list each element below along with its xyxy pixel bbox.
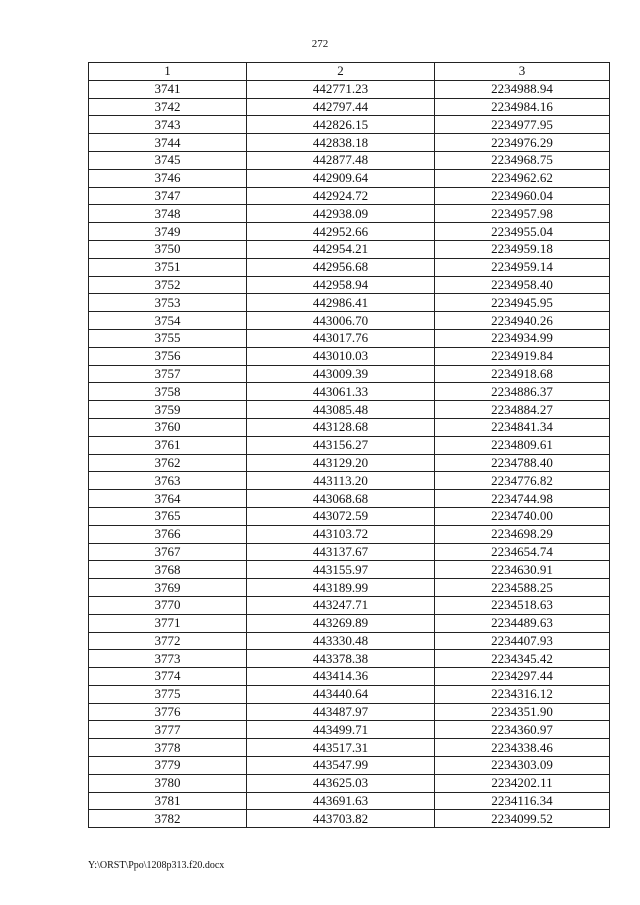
y-coordinate-cell: 2234744.98	[435, 490, 610, 508]
y-coordinate-cell: 2234958.40	[435, 276, 610, 294]
point-number-cell: 3753	[89, 294, 247, 312]
point-number-cell: 3759	[89, 401, 247, 419]
table-row	[89, 134, 610, 152]
x-coordinate-cell: 442986.41	[247, 294, 435, 312]
table-row	[89, 721, 610, 739]
table-row	[89, 703, 610, 721]
y-coordinate-cell: 2234776.82	[435, 472, 610, 490]
table-header-row	[89, 63, 610, 81]
point-number-cell: 3749	[89, 223, 247, 241]
x-coordinate-cell: 443414.36	[247, 668, 435, 686]
point-number-cell: 3741	[89, 80, 247, 98]
y-coordinate-cell: 2234351.90	[435, 703, 610, 721]
point-number-cell: 3781	[89, 792, 247, 810]
x-coordinate-cell: 442924.72	[247, 187, 435, 205]
point-number-cell: 3780	[89, 774, 247, 792]
y-coordinate-cell: 2234360.97	[435, 721, 610, 739]
y-coordinate-cell: 2234630.91	[435, 561, 610, 579]
y-coordinate-cell: 2234788.40	[435, 454, 610, 472]
y-coordinate-cell: 2234934.99	[435, 329, 610, 347]
point-number-cell: 3773	[89, 650, 247, 668]
table-row	[89, 312, 610, 330]
y-coordinate-cell: 2234945.95	[435, 294, 610, 312]
x-coordinate-cell: 443691.63	[247, 792, 435, 810]
table-row	[89, 98, 610, 116]
point-number-cell: 3772	[89, 632, 247, 650]
y-coordinate-cell: 2234809.61	[435, 436, 610, 454]
column-header-x: 2	[247, 63, 435, 81]
table-row	[89, 240, 610, 258]
y-coordinate-cell: 2234303.09	[435, 757, 610, 775]
y-coordinate-cell: 2234202.11	[435, 774, 610, 792]
y-coordinate-cell: 2234407.93	[435, 632, 610, 650]
table-row	[89, 596, 610, 614]
point-number-cell: 3779	[89, 757, 247, 775]
point-number-cell: 3760	[89, 418, 247, 436]
table-row	[89, 383, 610, 401]
x-coordinate-cell: 443156.27	[247, 436, 435, 454]
y-coordinate-cell: 2234984.16	[435, 98, 610, 116]
x-coordinate-cell: 442938.09	[247, 205, 435, 223]
x-coordinate-cell: 443085.48	[247, 401, 435, 419]
table-row	[89, 507, 610, 525]
x-coordinate-cell: 443068.68	[247, 490, 435, 508]
point-number-cell: 3757	[89, 365, 247, 383]
table-row	[89, 151, 610, 169]
table-row	[89, 436, 610, 454]
y-coordinate-cell: 2234955.04	[435, 223, 610, 241]
table-row	[89, 258, 610, 276]
y-coordinate-cell: 2234977.95	[435, 116, 610, 134]
point-number-cell: 3762	[89, 454, 247, 472]
point-number-cell: 3775	[89, 685, 247, 703]
x-coordinate-cell: 443487.97	[247, 703, 435, 721]
y-coordinate-cell: 2234588.25	[435, 579, 610, 597]
point-number-cell: 3770	[89, 596, 247, 614]
x-coordinate-cell: 443378.38	[247, 650, 435, 668]
y-coordinate-cell: 2234886.37	[435, 383, 610, 401]
x-coordinate-cell: 443547.99	[247, 757, 435, 775]
x-coordinate-cell: 442952.66	[247, 223, 435, 241]
table-row	[89, 294, 610, 312]
y-coordinate-cell: 2234297.44	[435, 668, 610, 686]
point-number-cell: 3768	[89, 561, 247, 579]
y-coordinate-cell: 2234919.84	[435, 347, 610, 365]
point-number-cell: 3771	[89, 614, 247, 632]
x-coordinate-cell: 443017.76	[247, 329, 435, 347]
table-row	[89, 490, 610, 508]
x-coordinate-cell: 442877.48	[247, 151, 435, 169]
point-number-cell: 3743	[89, 116, 247, 134]
table-row	[89, 739, 610, 757]
x-coordinate-cell: 443006.70	[247, 312, 435, 330]
table-row	[89, 614, 610, 632]
point-number-cell: 3748	[89, 205, 247, 223]
y-coordinate-cell: 2234654.74	[435, 543, 610, 561]
table-body	[89, 80, 610, 827]
table-row	[89, 650, 610, 668]
column-header-y: 3	[435, 63, 610, 81]
x-coordinate-cell: 443061.33	[247, 383, 435, 401]
table-row	[89, 668, 610, 686]
table-row	[89, 757, 610, 775]
table-row	[89, 347, 610, 365]
point-number-cell: 3764	[89, 490, 247, 508]
table-row	[89, 792, 610, 810]
x-coordinate-cell: 443009.39	[247, 365, 435, 383]
table-row	[89, 774, 610, 792]
table-row	[89, 223, 610, 241]
point-number-cell: 3754	[89, 312, 247, 330]
x-coordinate-cell: 443625.03	[247, 774, 435, 792]
y-coordinate-cell: 2234918.68	[435, 365, 610, 383]
table-row	[89, 276, 610, 294]
y-coordinate-cell: 2234968.75	[435, 151, 610, 169]
table-row	[89, 810, 610, 828]
x-coordinate-cell: 443010.03	[247, 347, 435, 365]
point-number-cell: 3750	[89, 240, 247, 258]
x-coordinate-cell: 443129.20	[247, 454, 435, 472]
point-number-cell: 3769	[89, 579, 247, 597]
y-coordinate-cell: 2234940.26	[435, 312, 610, 330]
y-coordinate-cell: 2234345.42	[435, 650, 610, 668]
point-number-cell: 3782	[89, 810, 247, 828]
point-number-cell: 3745	[89, 151, 247, 169]
x-coordinate-cell: 442956.68	[247, 258, 435, 276]
y-coordinate-cell: 2234988.94	[435, 80, 610, 98]
x-coordinate-cell: 443113.20	[247, 472, 435, 490]
point-number-cell: 3751	[89, 258, 247, 276]
table-row	[89, 80, 610, 98]
x-coordinate-cell: 443072.59	[247, 507, 435, 525]
x-coordinate-cell: 443269.89	[247, 614, 435, 632]
table-row	[89, 472, 610, 490]
x-coordinate-cell: 442826.15	[247, 116, 435, 134]
x-coordinate-cell: 443137.67	[247, 543, 435, 561]
point-number-cell: 3774	[89, 668, 247, 686]
table-row	[89, 401, 610, 419]
x-coordinate-cell: 442797.44	[247, 98, 435, 116]
y-coordinate-cell: 2234099.52	[435, 810, 610, 828]
y-coordinate-cell: 2234962.62	[435, 169, 610, 187]
file-path-footer: Y:\ORST\Ppo\1208p313.f20.docx	[88, 860, 225, 871]
table-row	[89, 525, 610, 543]
point-number-cell: 3746	[89, 169, 247, 187]
x-coordinate-cell: 442771.23	[247, 80, 435, 98]
y-coordinate-cell: 2234518.63	[435, 596, 610, 614]
x-coordinate-cell: 443440.64	[247, 685, 435, 703]
table-row	[89, 205, 610, 223]
x-coordinate-cell: 442958.94	[247, 276, 435, 294]
y-coordinate-cell: 2234960.04	[435, 187, 610, 205]
y-coordinate-cell: 2234884.27	[435, 401, 610, 419]
y-coordinate-cell: 2234338.46	[435, 739, 610, 757]
y-coordinate-cell: 2234841.34	[435, 418, 610, 436]
table-row	[89, 187, 610, 205]
table-row	[89, 454, 610, 472]
x-coordinate-cell: 443499.71	[247, 721, 435, 739]
point-number-cell: 3776	[89, 703, 247, 721]
table-row	[89, 418, 610, 436]
x-coordinate-cell: 442954.21	[247, 240, 435, 258]
point-number-cell: 3752	[89, 276, 247, 294]
coordinates-table	[88, 62, 610, 828]
table-row	[89, 169, 610, 187]
x-coordinate-cell: 443517.31	[247, 739, 435, 757]
x-coordinate-cell: 443128.68	[247, 418, 435, 436]
x-coordinate-cell: 443155.97	[247, 561, 435, 579]
point-number-cell: 3761	[89, 436, 247, 454]
table-row	[89, 685, 610, 703]
x-coordinate-cell: 443103.72	[247, 525, 435, 543]
point-number-cell: 3744	[89, 134, 247, 152]
table-row	[89, 329, 610, 347]
y-coordinate-cell: 2234959.18	[435, 240, 610, 258]
y-coordinate-cell: 2234489.63	[435, 614, 610, 632]
point-number-cell: 3766	[89, 525, 247, 543]
page-number: 272	[311, 38, 329, 50]
point-number-cell: 3747	[89, 187, 247, 205]
table-row	[89, 116, 610, 134]
point-number-cell: 3758	[89, 383, 247, 401]
y-coordinate-cell: 2234316.12	[435, 685, 610, 703]
point-number-cell: 3742	[89, 98, 247, 116]
x-coordinate-cell: 443703.82	[247, 810, 435, 828]
point-number-cell: 3765	[89, 507, 247, 525]
table-row	[89, 579, 610, 597]
y-coordinate-cell: 2234959.14	[435, 258, 610, 276]
x-coordinate-cell: 443330.48	[247, 632, 435, 650]
point-number-cell: 3755	[89, 329, 247, 347]
y-coordinate-cell: 2234957.98	[435, 205, 610, 223]
point-number-cell: 3767	[89, 543, 247, 561]
point-number-cell: 3756	[89, 347, 247, 365]
table-row	[89, 632, 610, 650]
x-coordinate-cell: 442838.18	[247, 134, 435, 152]
y-coordinate-cell: 2234976.29	[435, 134, 610, 152]
point-number-cell: 3763	[89, 472, 247, 490]
point-number-cell: 3778	[89, 739, 247, 757]
table-row	[89, 543, 610, 561]
y-coordinate-cell: 2234698.29	[435, 525, 610, 543]
y-coordinate-cell: 2234116.34	[435, 792, 610, 810]
x-coordinate-cell: 443247.71	[247, 596, 435, 614]
y-coordinate-cell: 2234740.00	[435, 507, 610, 525]
point-number-cell: 3777	[89, 721, 247, 739]
table-row	[89, 561, 610, 579]
table-row	[89, 365, 610, 383]
column-header-point-number: 1	[89, 63, 247, 81]
x-coordinate-cell: 442909.64	[247, 169, 435, 187]
x-coordinate-cell: 443189.99	[247, 579, 435, 597]
